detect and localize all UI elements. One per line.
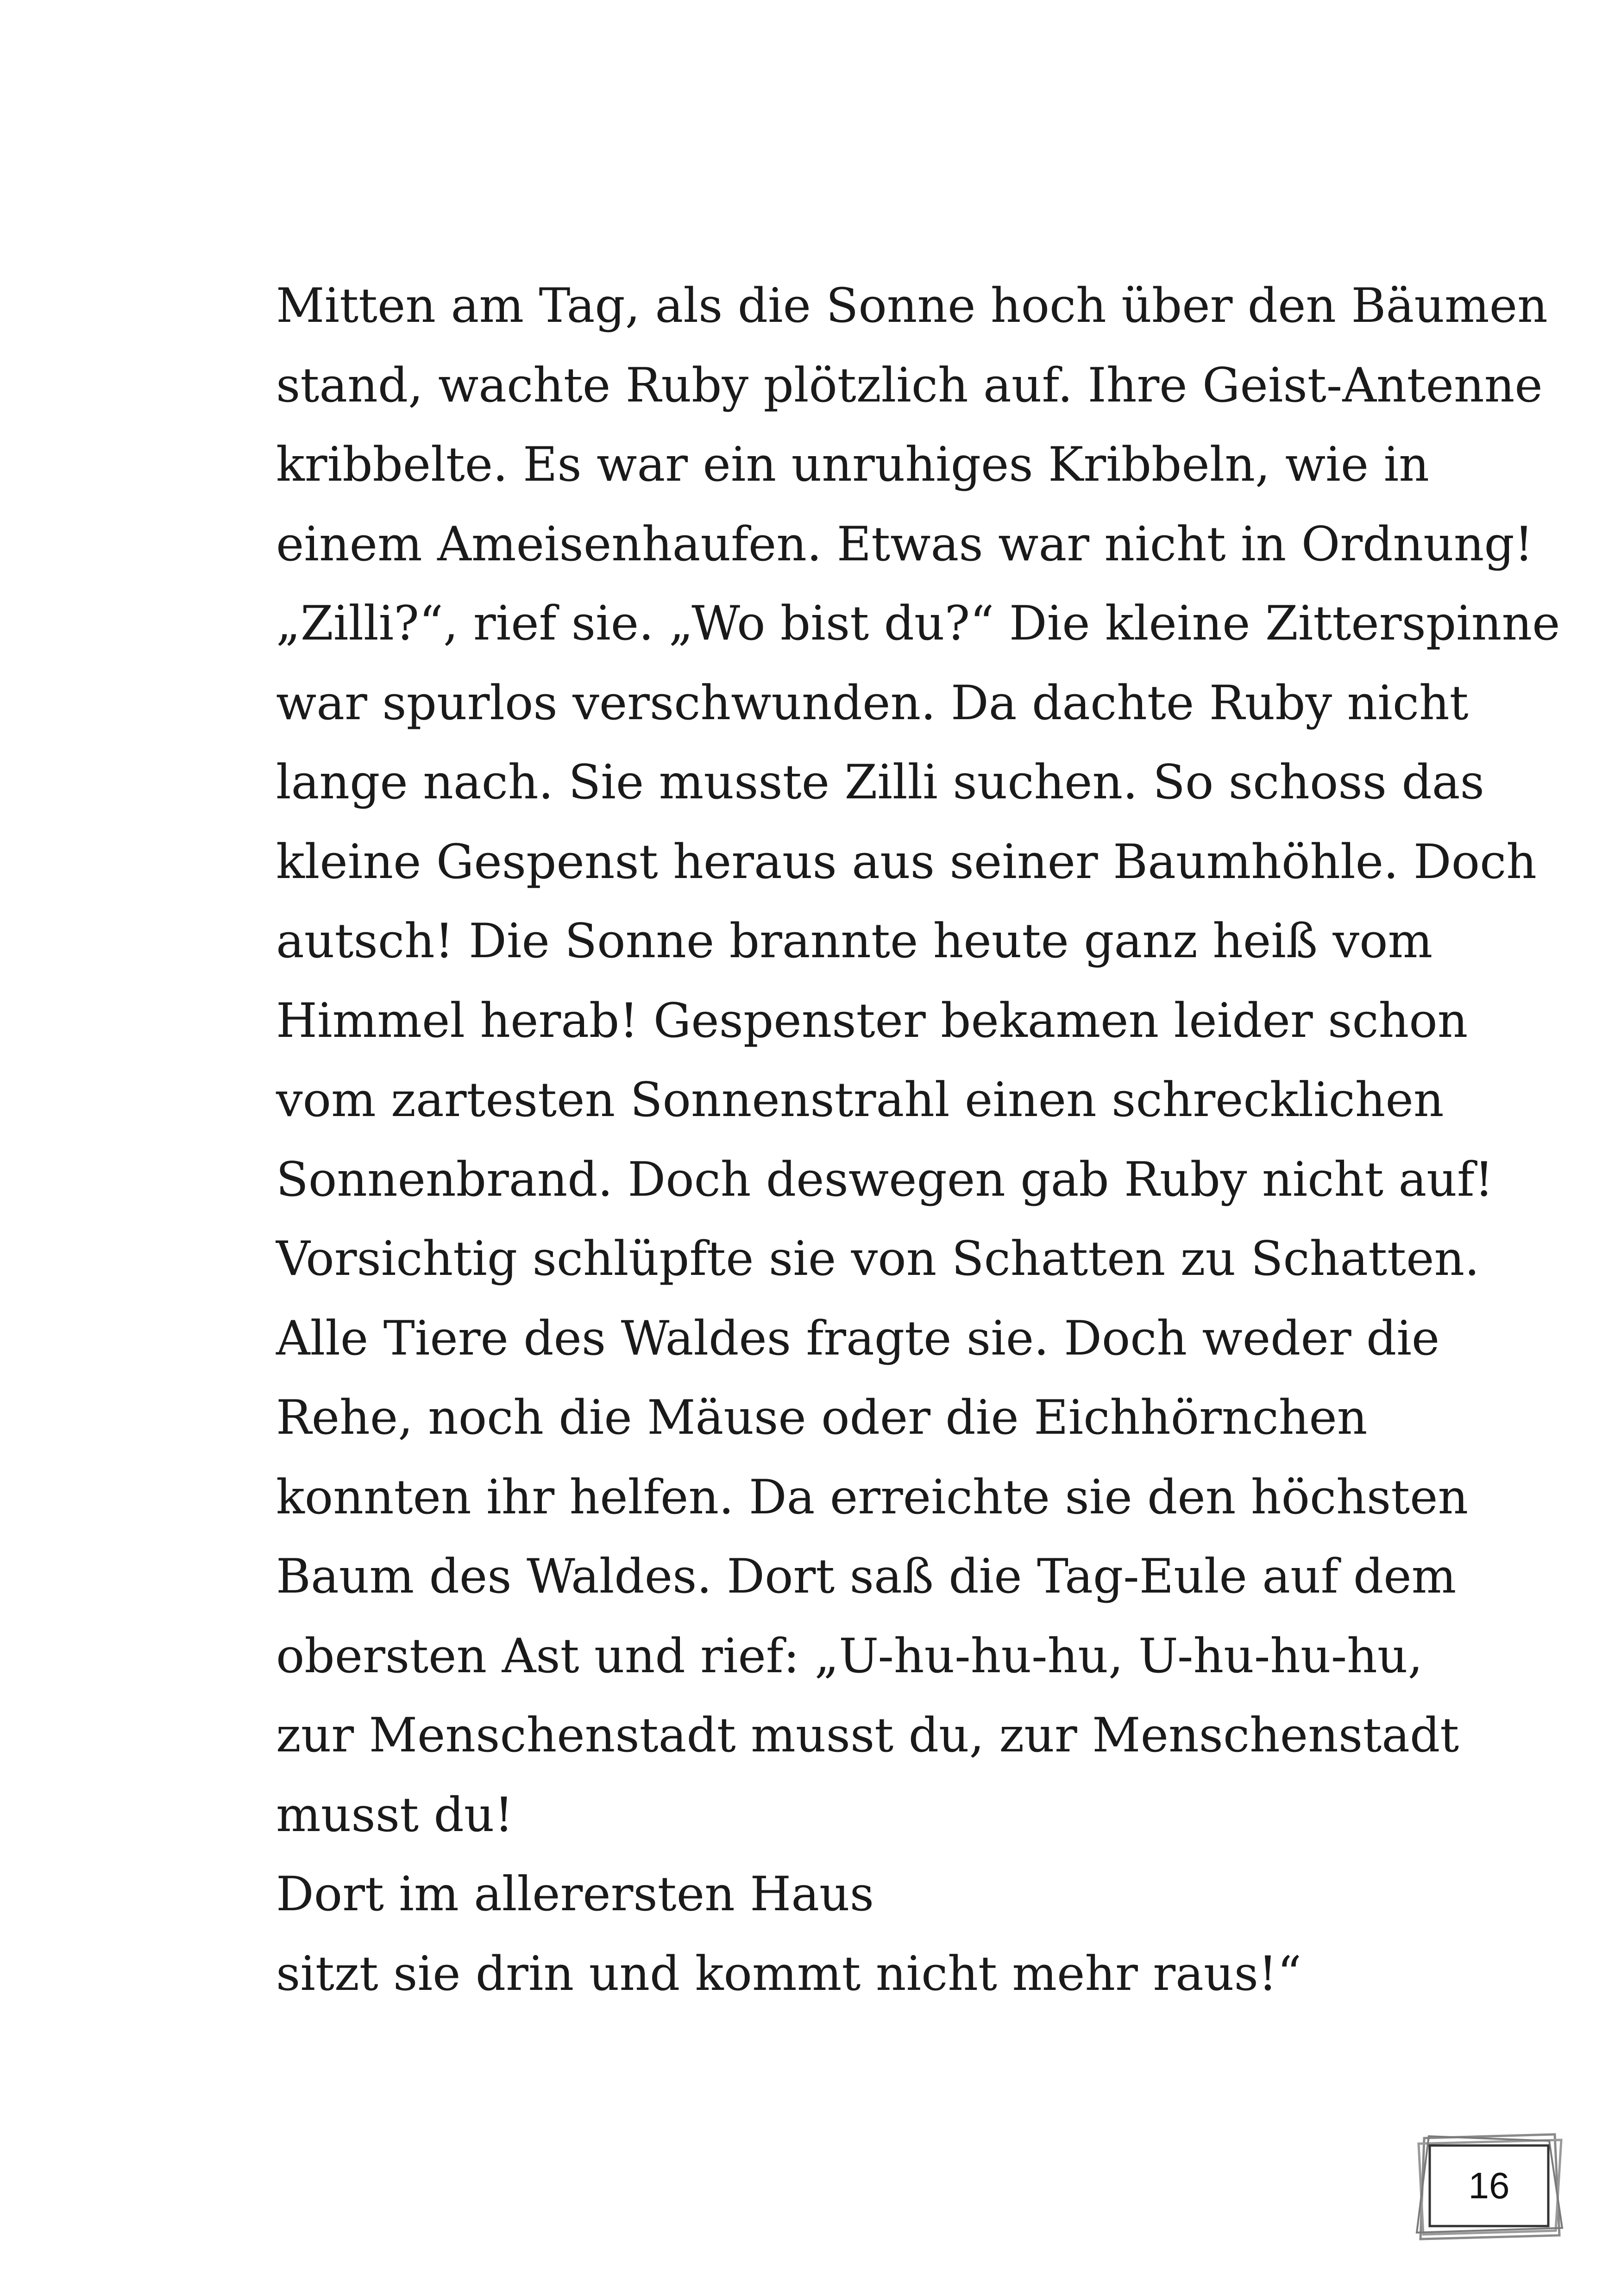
text-line: vom zartesten Sonnenstrahl einen schrecklichen: [276, 1073, 1444, 1128]
text-line: Mitten am Tag, als die Sonne hoch über den Bäumen: [276, 278, 1548, 333]
text-line: Vorsichtig schlüpfte sie von Schatten zu Schatten.: [276, 1231, 1480, 1286]
text-line: Himmel herab! Gespenster bekamen leider schon: [276, 993, 1468, 1048]
text-line: kribbelte. Es war ein unruhiges Kribbeln, wie in: [276, 437, 1429, 492]
text-line: zur Menschenstadt musst du, zur Menschenstadt: [276, 1708, 1459, 1763]
story-text: [276, 266, 1560, 2014]
text-line: sitzt sie drin und kommt nicht mehr raus!“: [276, 1946, 1302, 2001]
text-line: konnten ihr helfen. Da erreichte sie den höchsten: [276, 1469, 1469, 1525]
page-number: 16: [1468, 2165, 1510, 2206]
text-line: Baum des Waldes. Dort saß die Tag-Eule auf dem: [276, 1549, 1457, 1604]
text-line: musst du!: [276, 1787, 514, 1843]
text-line: Rehe, noch die Mäuse oder die Eichhörnchen: [276, 1390, 1368, 1445]
text-line: Sonnenbrand. Doch deswegen gab Ruby nicht auf!: [276, 1152, 1494, 1207]
text-line: war spurlos verschwunden. Da dachte Ruby nicht: [276, 675, 1469, 731]
text-line: Alle Tiere des Waldes fragte sie. Doch weder die: [276, 1311, 1440, 1366]
page-number-frame: [1410, 2128, 1568, 2244]
text-line: lange nach. Sie musste Zilli suchen. So schoss das: [276, 755, 1484, 810]
text-line: kleine Gespenst heraus aus seiner Baumhöhle. Doch: [276, 834, 1537, 890]
text-line: autsch! Die Sonne brannte heute ganz heiß vom: [276, 914, 1433, 969]
text-line: einem Ameisenhaufen. Etwas war nicht in Ordnung!: [276, 516, 1533, 572]
text-line: obersten Ast und rief: „U-hu-hu-hu, U-hu-hu-hu,: [276, 1628, 1423, 1684]
text-line: stand, wachte Ruby plötzlich auf. Ihre Geist-Antenne: [276, 358, 1543, 413]
text-line: Dort im allerersten Haus: [276, 1867, 874, 1922]
text-line: „Zilli?“, rief sie. „Wo bist du?“ Die kleine Zitterspinne: [276, 596, 1560, 651]
